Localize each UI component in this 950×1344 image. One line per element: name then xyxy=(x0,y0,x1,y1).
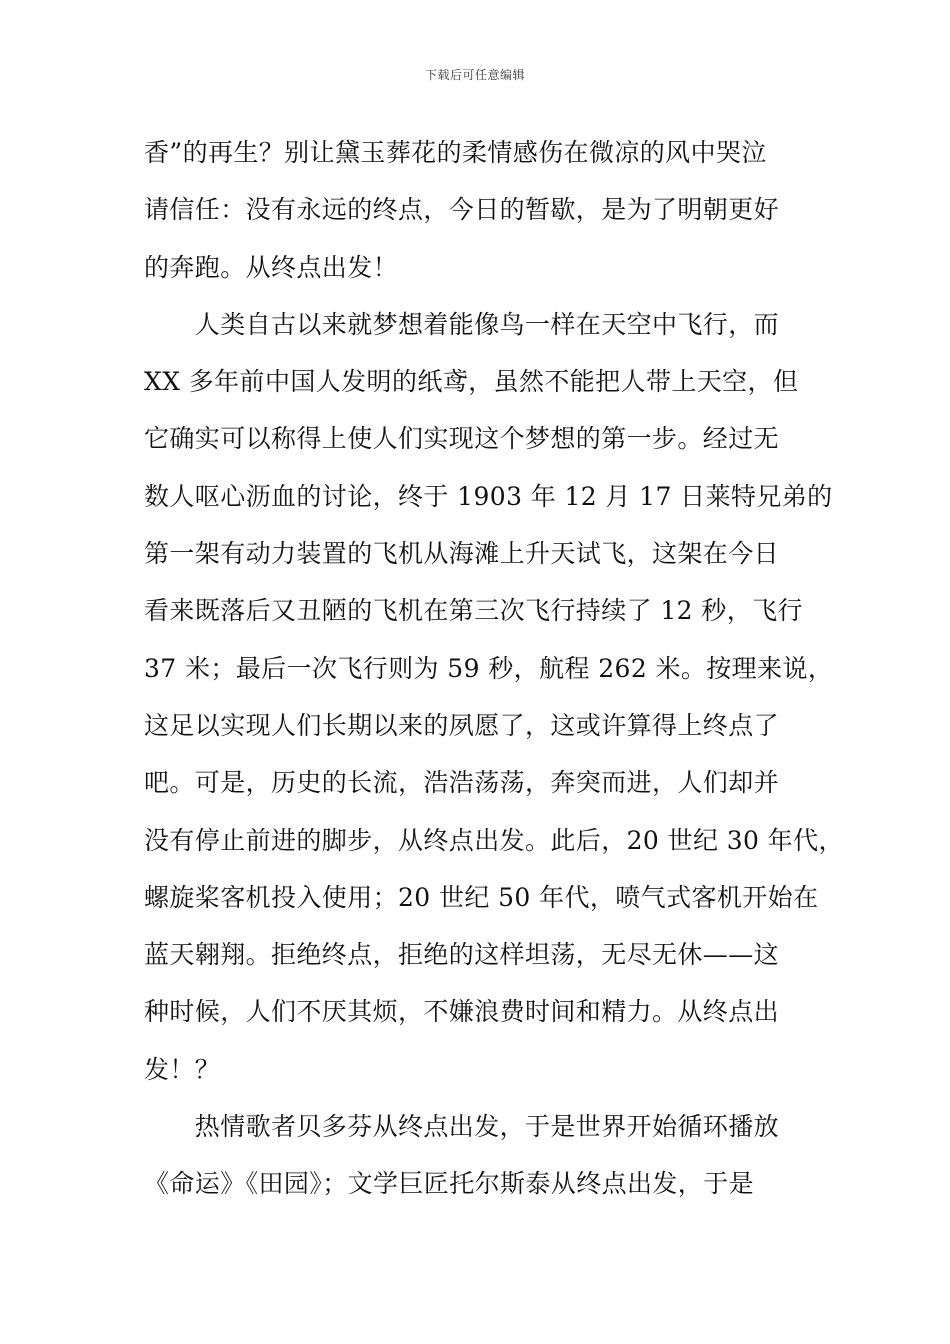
text-line: 数人呕心沥血的讨论，终于 1903 年 12 月 17 日莱特兄弟的 xyxy=(144,481,833,511)
text-line: 种时候，人们不厌其烦，不嫌浪费时间和精力。从终点出 xyxy=(144,997,780,1027)
text-line: 第一架有动力装置的飞机从海滩上升天试飞，这架在今日 xyxy=(144,539,780,569)
text-line: 热情歌者贝多芬从终点出发，于是世界开始循环播放 xyxy=(144,1112,780,1142)
text-line: 没有停止前进的脚步，从终点出发。此后，20 世纪 30 年代， xyxy=(144,825,844,855)
text-line: 37 米；最后一次飞行则为 59 秒，航程 262 米。按理来说， xyxy=(144,653,834,683)
text-line: 这足以实现人们长期以来的夙愿了，这或许算得上终点了 xyxy=(144,710,780,740)
text-line: 发！？ xyxy=(144,1054,221,1084)
document-body xyxy=(144,128,844,1217)
text-line: 香”的再生？别让黛玉葬花的柔情感伤在微凉的风中哭泣 xyxy=(144,138,767,167)
text-line: 吧。可是，历史的长流，浩浩荡荡，奔突而进，人们却并 xyxy=(144,768,780,798)
text-line: 的奔跑。从终点出发！ xyxy=(144,252,399,282)
text-line: 人类自古以来就梦想着能像鸟一样在天空中飞行，而 xyxy=(144,309,780,339)
text-line: 它确实可以称得上使人们实现这个梦想的第一步。经过无 xyxy=(144,424,780,454)
text-line: 蓝天翱翔。拒绝终点，拒绝的这样坦荡，无尽无休——这 xyxy=(144,940,780,970)
page-header: 下载后可任意编辑 xyxy=(424,68,525,82)
text-line: 看来既落后又丑陋的飞机在第三次飞行持续了 12 秒，飞行 xyxy=(144,596,803,626)
text-line: 螺旋桨客机投入使用；20 世纪 50 年代，喷气式客机开始在 xyxy=(144,882,819,912)
text-line: 请信任：没有永远的终点，今日的暂歇，是为了明朝更好 xyxy=(144,195,780,225)
text-line: XX 多年前中国人发明的纸鸢，虽然不能把人带上天空，但 xyxy=(144,367,799,397)
text-line: 《命运》《田园》；文学巨匠托尔斯泰从终点出发，于是 xyxy=(144,1169,755,1199)
